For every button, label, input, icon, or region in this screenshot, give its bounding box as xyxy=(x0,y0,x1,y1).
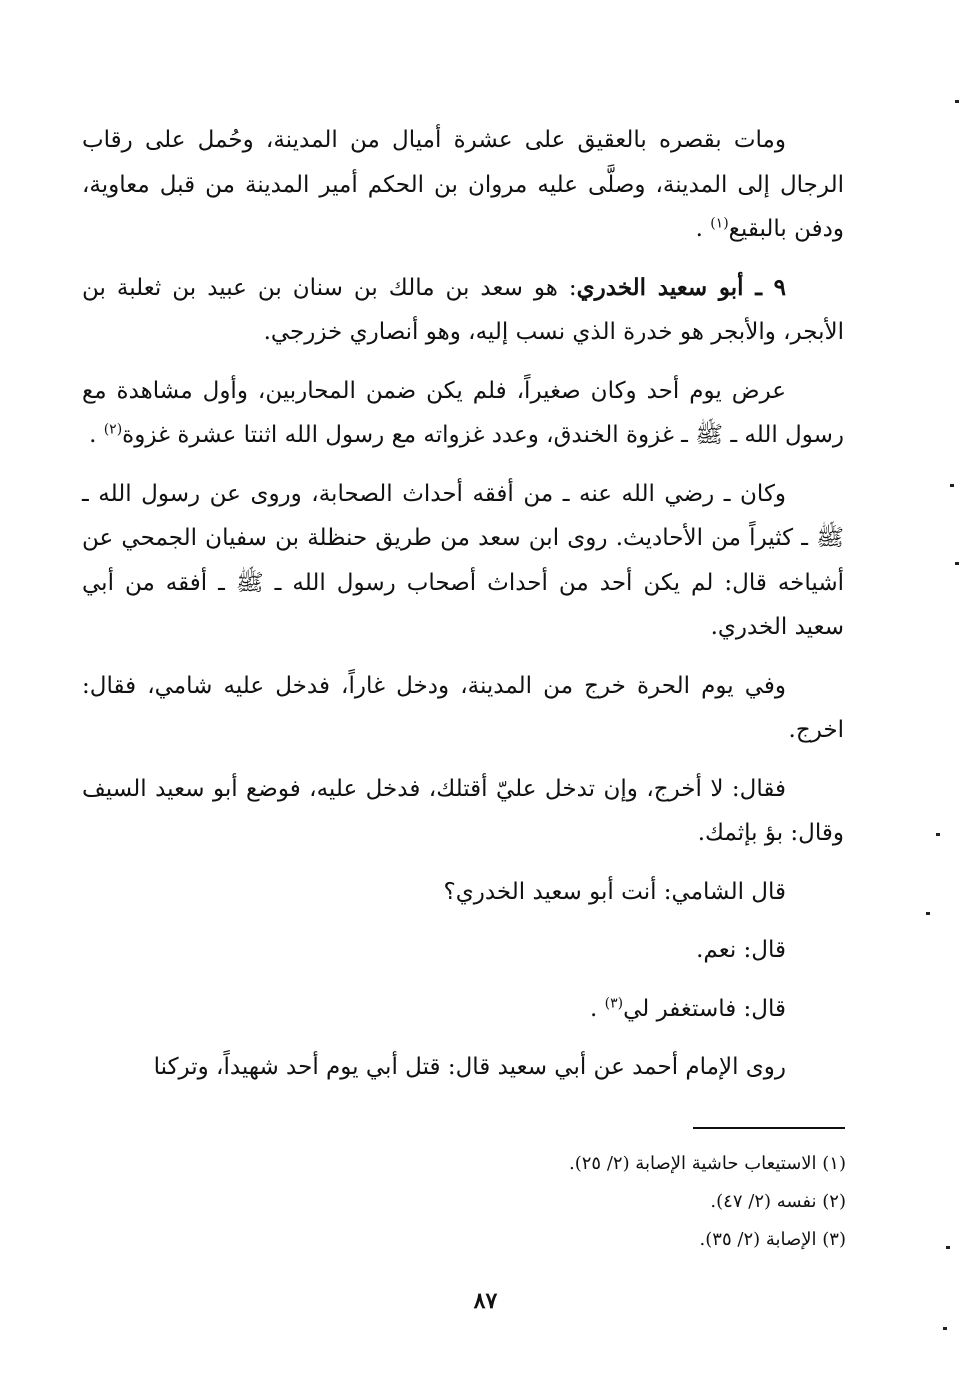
main-text xyxy=(82,118,844,1104)
entry-heading: ٩ ـ أبو سعيد الخدري xyxy=(576,273,787,301)
footnotes xyxy=(300,1145,846,1259)
dialog-line-2 xyxy=(82,928,844,973)
scan-speck xyxy=(946,1246,950,1249)
scan-speck xyxy=(950,484,954,487)
paragraph-harra xyxy=(82,664,844,753)
paragraph-abu-said-bio xyxy=(82,266,844,355)
dialog-line-1 xyxy=(82,870,844,915)
footnote-ref-3[interactable]: (٣) xyxy=(604,994,624,1011)
dialog-text: قال: فاستغفر لي xyxy=(623,995,786,1022)
footnote-2: (٢) نفسه (٢/ ٤٧). xyxy=(710,1191,846,1212)
paragraph-ahmad-narration xyxy=(82,1045,844,1090)
paragraph-text: عرض يوم أحد وكان صغيراً، فلم يكن ضمن المحاربين، وأول مشاهدة مع رسول الله ـ ﷺ ـ غزوة الخندق، وعدد غزواته مع رسول الله اثنتا عشرة غزوة xyxy=(82,377,844,448)
dialog-end: . xyxy=(590,995,605,1022)
paragraph-end: . xyxy=(695,216,711,242)
paragraph-refusal xyxy=(82,767,844,856)
paragraph-text: : هو سعد بن مالك بن سنان بن عبيد بن ثعلبة بن الأبجر، والأبجر هو خدرة الذي نسب إليه، وهو أنصاري خزرجي. xyxy=(82,274,844,345)
scan-speck xyxy=(955,100,959,103)
footnote-1: (١) الاستيعاب حاشية الإصابة (٢/ ٢٥). xyxy=(569,1153,846,1174)
paragraph-text: وكان ـ رضي الله عنه ـ من أفقه أحداث الصحابة، وروى عن رسول الله ـ ﷺ ـ كثيراً من الأحاديث. روى ابن سعد من طريق حنظلة بن سفيان الجمحي عن أشياخه قال: لم يكن أحد من أحداث أصحاب رسول الله ـ ﷺ ـ أفقه من أبي سعيد الخدري. xyxy=(82,480,844,640)
paragraph-text: فقال: لا أخرج، وإن تدخل عليّ أقتلك، فدخل عليه، فوضع أبو سعيد السيف وقال: بؤ بإثمك. xyxy=(82,775,844,846)
paragraph-end: . xyxy=(89,422,104,448)
dialog-text: قال الشامي: أنت أبو سعيد الخدري؟ xyxy=(443,878,786,905)
footnote-separator xyxy=(693,1127,845,1129)
footnote-ref-2[interactable]: (٢) xyxy=(103,421,123,438)
paragraph-burial xyxy=(82,118,844,252)
paragraph-text: وفي يوم الحرة خرج من المدينة، ودخل غاراً، فدخل عليه شامي، فقال: اخرج. xyxy=(82,672,844,743)
paragraph-knowledge xyxy=(82,472,844,650)
footnote-ref-1[interactable]: (١) xyxy=(710,215,729,232)
scan-speck xyxy=(936,833,940,836)
paragraph-text: ومات بقصره بالعقيق على عشرة أميال من المدينة، وحُمل على رقاب الرجال إلى المدينة، وصلَّى عليه مروان بن الحكم أمير المدينة من قبل معاوية، ودفن بالبقيع xyxy=(82,127,844,242)
dialog-text: قال: نعم. xyxy=(696,937,786,963)
paragraph-battles xyxy=(82,369,844,458)
page-number: ٨٧ xyxy=(473,1288,498,1314)
dialog-line-3 xyxy=(82,987,844,1032)
footnote-3: (٣) الإصابة (٢/ ٣٥). xyxy=(699,1229,846,1250)
scan-speck xyxy=(926,912,930,915)
scan-speck xyxy=(955,562,959,565)
scan-speck xyxy=(943,1327,947,1330)
paragraph-text: روى الإمام أحمد عن أبي سعيد قال: قتل أبي يوم أحد شهيداً، وتركنا xyxy=(153,1054,786,1080)
